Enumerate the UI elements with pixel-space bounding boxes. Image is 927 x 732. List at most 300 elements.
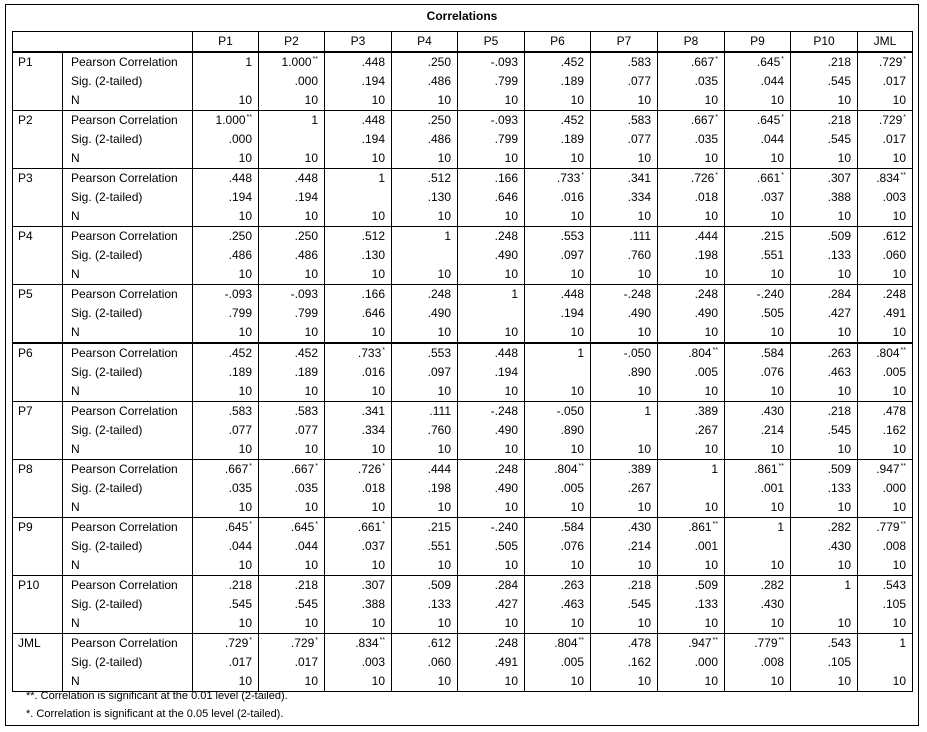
value-cell: .512 xyxy=(325,227,392,247)
value-cell: 10 xyxy=(525,614,591,634)
value-cell: .166 xyxy=(325,285,392,305)
value-cell: .490 xyxy=(458,421,525,440)
value-cell: 10 xyxy=(658,323,725,343)
value-cell: 10 xyxy=(591,672,658,692)
value-cell: .166 xyxy=(458,169,525,189)
significance-marker: ** xyxy=(246,114,252,121)
value-cell: 10 xyxy=(725,498,791,518)
column-header-p8: P8 xyxy=(658,32,725,53)
value-cell: 10 xyxy=(259,149,325,169)
value-cell: .804** xyxy=(858,343,913,363)
significance-marker: ** xyxy=(578,463,584,470)
value-cell: .543 xyxy=(791,634,858,654)
value-cell: .448 xyxy=(259,169,325,189)
value-cell: .263 xyxy=(525,576,591,596)
value-cell: 10 xyxy=(193,91,259,111)
value-cell: .861** xyxy=(658,518,725,538)
value-cell: .583 xyxy=(591,52,658,72)
value-cell: 10 xyxy=(725,672,791,692)
value-cell xyxy=(259,130,325,149)
table-row xyxy=(13,130,913,149)
value-cell: 10 xyxy=(392,91,458,111)
significance-marker: * xyxy=(715,114,718,121)
value-cell: 10 xyxy=(458,382,525,402)
value-cell: 10 xyxy=(525,440,591,460)
value-cell: 1 xyxy=(591,402,658,422)
value-cell: .545 xyxy=(193,595,259,614)
value-cell: 10 xyxy=(591,323,658,343)
value-cell: .509 xyxy=(791,227,858,247)
value-cell: .452 xyxy=(525,111,591,131)
value-cell: .799 xyxy=(458,72,525,91)
value-cell: 10 xyxy=(591,91,658,111)
value-cell: 10 xyxy=(325,382,392,402)
value-cell: .341 xyxy=(325,402,392,422)
value-cell: 10 xyxy=(458,672,525,692)
value-cell: 10 xyxy=(392,149,458,169)
row-variable-label: P5 xyxy=(13,285,63,344)
value-cell: 10 xyxy=(325,207,392,227)
value-cell: 10 xyxy=(325,323,392,343)
value-cell: .017 xyxy=(259,653,325,672)
value-cell: 10 xyxy=(658,207,725,227)
row-variable-label: P9 xyxy=(13,518,63,576)
footnotes xyxy=(26,687,288,723)
value-cell: 10 xyxy=(791,440,858,460)
value-cell: 10 xyxy=(325,91,392,111)
value-cell: .005 xyxy=(525,653,591,672)
value-cell: -.240 xyxy=(458,518,525,538)
value-cell: .667* xyxy=(259,460,325,480)
value-cell: .000 xyxy=(193,130,259,149)
value-cell: 10 xyxy=(193,323,259,343)
value-cell: .553 xyxy=(392,343,458,363)
value-cell: .733* xyxy=(325,343,392,363)
table-row xyxy=(13,460,913,480)
value-cell: 10 xyxy=(725,91,791,111)
value-cell: .282 xyxy=(791,518,858,538)
statistic-label: Sig. (2-tailed) xyxy=(63,188,193,207)
table-row xyxy=(13,52,913,72)
significance-marker: ** xyxy=(900,463,906,470)
value-cell: .060 xyxy=(858,246,913,265)
value-cell: 10 xyxy=(458,91,525,111)
value-cell: .133 xyxy=(392,595,458,614)
value-cell xyxy=(791,595,858,614)
table-row xyxy=(13,169,913,189)
statistic-label: Pearson Correlation xyxy=(63,285,193,305)
value-cell: 10 xyxy=(525,91,591,111)
value-cell: 10 xyxy=(858,265,913,285)
value-cell: .077 xyxy=(259,421,325,440)
value-cell: .799 xyxy=(259,304,325,323)
value-cell: 10 xyxy=(193,498,259,518)
table-row xyxy=(13,634,913,654)
value-cell: .005 xyxy=(858,363,913,382)
value-cell: .248 xyxy=(392,285,458,305)
value-cell: .427 xyxy=(458,595,525,614)
statistic-label: N xyxy=(63,91,193,111)
value-cell: .491 xyxy=(858,304,913,323)
significance-marker: ** xyxy=(312,56,318,63)
value-cell: .194 xyxy=(525,304,591,323)
value-cell: .478 xyxy=(591,634,658,654)
value-cell: .044 xyxy=(193,537,259,556)
value-cell: 10 xyxy=(858,556,913,576)
value-cell: .799 xyxy=(458,130,525,149)
row-variable-label: P10 xyxy=(13,576,63,634)
statistic-label: N xyxy=(63,149,193,169)
significance-marker: * xyxy=(903,56,906,63)
value-cell: .645* xyxy=(193,518,259,538)
statistic-label: Pearson Correlation xyxy=(63,227,193,247)
value-cell: .667* xyxy=(658,52,725,72)
value-cell: .760 xyxy=(392,421,458,440)
table-row xyxy=(13,479,913,498)
value-cell: 10 xyxy=(591,207,658,227)
significance-marker: ** xyxy=(900,172,906,179)
value-cell: .003 xyxy=(325,653,392,672)
table-row xyxy=(13,498,913,518)
value-cell: .448 xyxy=(193,169,259,189)
value-cell: 10 xyxy=(193,614,259,634)
value-cell: 1 xyxy=(525,343,591,363)
statistic-label: N xyxy=(63,556,193,576)
value-cell: .726* xyxy=(325,460,392,480)
value-cell: .008 xyxy=(725,653,791,672)
value-cell: .198 xyxy=(658,246,725,265)
value-cell: .060 xyxy=(392,653,458,672)
value-cell: 10 xyxy=(791,149,858,169)
statistic-label: Sig. (2-tailed) xyxy=(63,246,193,265)
table-row xyxy=(13,440,913,460)
table-body xyxy=(13,52,913,692)
value-cell: .729* xyxy=(858,52,913,72)
value-cell: 1 xyxy=(193,52,259,72)
value-cell: 10 xyxy=(858,498,913,518)
value-cell: .111 xyxy=(591,227,658,247)
value-cell: .509 xyxy=(658,576,725,596)
table-row xyxy=(13,111,913,131)
value-cell: .307 xyxy=(791,169,858,189)
value-cell: .214 xyxy=(725,421,791,440)
column-header-p1: P1 xyxy=(193,32,259,53)
value-cell: 10 xyxy=(591,556,658,576)
statistic-label: Sig. (2-tailed) xyxy=(63,421,193,440)
value-cell: 10 xyxy=(858,91,913,111)
value-cell xyxy=(658,479,725,498)
value-cell: .583 xyxy=(591,111,658,131)
significance-marker: * xyxy=(382,347,385,354)
value-cell: 1.000** xyxy=(259,52,325,72)
value-cell: .250 xyxy=(193,227,259,247)
value-cell: 10 xyxy=(392,614,458,634)
value-cell: .729* xyxy=(193,634,259,654)
table-row xyxy=(13,382,913,402)
significance-marker: ** xyxy=(900,521,906,528)
table-row xyxy=(13,576,913,596)
table-row xyxy=(13,363,913,382)
value-cell: 10 xyxy=(725,614,791,634)
table-row xyxy=(13,537,913,556)
value-cell: 10 xyxy=(658,149,725,169)
table-row xyxy=(13,518,913,538)
value-cell: .076 xyxy=(725,363,791,382)
statistic-label: Pearson Correlation xyxy=(63,343,193,363)
value-cell: 10 xyxy=(525,556,591,576)
value-cell: 10 xyxy=(259,556,325,576)
value-cell: .077 xyxy=(591,130,658,149)
value-cell: -.248 xyxy=(458,402,525,422)
significance-marker: ** xyxy=(578,637,584,644)
row-variable-label: P2 xyxy=(13,111,63,169)
column-header-p3: P3 xyxy=(325,32,392,53)
value-cell: .448 xyxy=(525,285,591,305)
value-cell: 1 xyxy=(259,111,325,131)
statistic-label: N xyxy=(63,207,193,227)
value-cell: -.050 xyxy=(525,402,591,422)
value-cell: .248 xyxy=(858,285,913,305)
value-cell: 10 xyxy=(591,440,658,460)
value-cell: .947** xyxy=(658,634,725,654)
value-cell: .105 xyxy=(791,653,858,672)
table-row xyxy=(13,323,913,343)
value-cell: .512 xyxy=(392,169,458,189)
significance-marker: * xyxy=(382,521,385,528)
value-cell: 10 xyxy=(591,265,658,285)
value-cell: 1.000** xyxy=(193,111,259,131)
value-cell: .486 xyxy=(392,72,458,91)
table-row xyxy=(13,72,913,91)
value-cell: .248 xyxy=(658,285,725,305)
value-cell: 10 xyxy=(525,498,591,518)
value-cell: .105 xyxy=(858,595,913,614)
row-variable-label: P6 xyxy=(13,343,63,402)
value-cell: .661* xyxy=(725,169,791,189)
value-cell: 10 xyxy=(458,265,525,285)
value-cell: 10 xyxy=(525,382,591,402)
value-cell: 10 xyxy=(193,556,259,576)
value-cell: .448 xyxy=(325,52,392,72)
value-cell: .505 xyxy=(458,537,525,556)
value-cell xyxy=(392,246,458,265)
statistic-label: N xyxy=(63,323,193,343)
value-cell: .612 xyxy=(392,634,458,654)
value-cell: -.248 xyxy=(591,285,658,305)
value-cell: 10 xyxy=(325,265,392,285)
value-cell: .016 xyxy=(325,363,392,382)
value-cell: .726* xyxy=(658,169,725,189)
value-cell: .545 xyxy=(259,595,325,614)
value-cell: .194 xyxy=(325,72,392,91)
value-cell: 10 xyxy=(392,323,458,343)
value-cell: 10 xyxy=(392,265,458,285)
value-cell: .005 xyxy=(525,479,591,498)
value-cell: 10 xyxy=(525,265,591,285)
value-cell: .760 xyxy=(591,246,658,265)
value-cell: .307 xyxy=(325,576,392,596)
significance-marker: ** xyxy=(900,347,906,354)
value-cell: .162 xyxy=(591,653,658,672)
row-variable-label: P4 xyxy=(13,227,63,285)
value-cell: .218 xyxy=(591,576,658,596)
value-cell: .667* xyxy=(193,460,259,480)
value-cell: -.093 xyxy=(259,285,325,305)
value-cell: .189 xyxy=(193,363,259,382)
value-cell: .133 xyxy=(658,595,725,614)
value-cell: .553 xyxy=(525,227,591,247)
value-cell: 10 xyxy=(458,149,525,169)
value-cell: .452 xyxy=(259,343,325,363)
value-cell: 10 xyxy=(259,382,325,402)
value-cell: 10 xyxy=(325,498,392,518)
correlations-output-frame xyxy=(5,4,919,726)
significance-marker: ** xyxy=(712,347,718,354)
value-cell: .486 xyxy=(259,246,325,265)
statistic-label: N xyxy=(63,382,193,402)
value-cell: 10 xyxy=(858,382,913,402)
value-cell: .218 xyxy=(791,111,858,131)
row-variable-label: P3 xyxy=(13,169,63,227)
column-header-p5: P5 xyxy=(458,32,525,53)
value-cell: .008 xyxy=(858,537,913,556)
value-cell: .388 xyxy=(791,188,858,207)
value-cell: .214 xyxy=(591,537,658,556)
statistic-label: N xyxy=(63,672,193,692)
value-cell: 1 xyxy=(658,460,725,480)
table-row xyxy=(13,188,913,207)
value-cell: -.240 xyxy=(725,285,791,305)
footnote-005: *. Correlation is significant at the 0.05 level (2-tailed). xyxy=(26,708,284,720)
value-cell: 10 xyxy=(259,614,325,634)
value-cell: .341 xyxy=(591,169,658,189)
statistic-label: Pearson Correlation xyxy=(63,634,193,654)
value-cell: 10 xyxy=(591,614,658,634)
value-cell: .779** xyxy=(858,518,913,538)
value-cell: 10 xyxy=(791,207,858,227)
value-cell: 1 xyxy=(791,576,858,596)
value-cell: .490 xyxy=(591,304,658,323)
value-cell: 10 xyxy=(458,440,525,460)
value-cell: 10 xyxy=(259,207,325,227)
table-row xyxy=(13,246,913,265)
value-cell: -.093 xyxy=(458,111,525,131)
value-cell: .215 xyxy=(725,227,791,247)
value-cell: 10 xyxy=(392,672,458,692)
value-cell: 10 xyxy=(725,440,791,460)
value-cell xyxy=(193,72,259,91)
value-cell: 10 xyxy=(525,207,591,227)
value-cell: .284 xyxy=(791,285,858,305)
table-row xyxy=(13,421,913,440)
correlations-table xyxy=(12,31,913,692)
value-cell: .250 xyxy=(392,52,458,72)
value-cell: .194 xyxy=(193,188,259,207)
table-row xyxy=(13,614,913,634)
value-cell: .044 xyxy=(725,72,791,91)
statistic-label: N xyxy=(63,265,193,285)
value-cell: .097 xyxy=(525,246,591,265)
value-cell xyxy=(725,537,791,556)
value-cell: 10 xyxy=(591,498,658,518)
significance-marker: * xyxy=(249,637,252,644)
value-cell: .430 xyxy=(725,595,791,614)
statistic-label: Pearson Correlation xyxy=(63,169,193,189)
significance-marker: ** xyxy=(778,637,784,644)
value-cell: .248 xyxy=(458,460,525,480)
value-cell: 10 xyxy=(392,556,458,576)
significance-marker: * xyxy=(249,521,252,528)
value-cell: 10 xyxy=(791,382,858,402)
value-cell: .263 xyxy=(791,343,858,363)
value-cell: .490 xyxy=(458,479,525,498)
table-row xyxy=(13,556,913,576)
column-header-p10: P10 xyxy=(791,32,858,53)
value-cell: 10 xyxy=(392,382,458,402)
value-cell: .389 xyxy=(591,460,658,480)
column-header-jml: JML xyxy=(858,32,913,53)
value-cell: 10 xyxy=(458,323,525,343)
value-cell: .215 xyxy=(392,518,458,538)
value-cell: .388 xyxy=(325,595,392,614)
value-cell: 10 xyxy=(791,614,858,634)
value-cell: .017 xyxy=(193,653,259,672)
value-cell: 10 xyxy=(193,382,259,402)
value-cell: .490 xyxy=(658,304,725,323)
value-cell: .430 xyxy=(725,402,791,422)
value-cell: .661* xyxy=(325,518,392,538)
value-cell: .645* xyxy=(725,52,791,72)
value-cell: .194 xyxy=(458,363,525,382)
value-cell: 10 xyxy=(791,265,858,285)
statistic-label: N xyxy=(63,440,193,460)
value-cell: .162 xyxy=(858,421,913,440)
value-cell: .584 xyxy=(525,518,591,538)
value-cell: 10 xyxy=(525,323,591,343)
value-cell: .189 xyxy=(525,130,591,149)
row-variable-label: P1 xyxy=(13,52,63,111)
value-cell: 10 xyxy=(791,91,858,111)
value-cell: .491 xyxy=(458,653,525,672)
value-cell: .076 xyxy=(525,537,591,556)
value-cell: .543 xyxy=(858,576,913,596)
value-cell: .551 xyxy=(725,246,791,265)
value-cell: 10 xyxy=(725,323,791,343)
value-cell: .733* xyxy=(525,169,591,189)
statistic-label: Pearson Correlation xyxy=(63,402,193,422)
value-cell: .583 xyxy=(259,402,325,422)
column-header-p7: P7 xyxy=(591,32,658,53)
value-cell: .037 xyxy=(725,188,791,207)
value-cell: 10 xyxy=(193,149,259,169)
value-cell: .667* xyxy=(658,111,725,131)
statistic-label: Pearson Correlation xyxy=(63,111,193,131)
value-cell: 10 xyxy=(591,382,658,402)
column-header-p2: P2 xyxy=(259,32,325,53)
value-cell: 10 xyxy=(458,556,525,576)
value-cell: 10 xyxy=(325,614,392,634)
significance-marker: ** xyxy=(712,637,718,644)
value-cell: 10 xyxy=(325,440,392,460)
value-cell: 10 xyxy=(725,207,791,227)
value-cell: 10 xyxy=(525,149,591,169)
value-cell xyxy=(325,188,392,207)
statistic-label: Pearson Correlation xyxy=(63,518,193,538)
value-cell: 10 xyxy=(725,149,791,169)
value-cell: .218 xyxy=(791,52,858,72)
significance-marker: ** xyxy=(712,521,718,528)
statistic-label: Sig. (2-tailed) xyxy=(63,653,193,672)
